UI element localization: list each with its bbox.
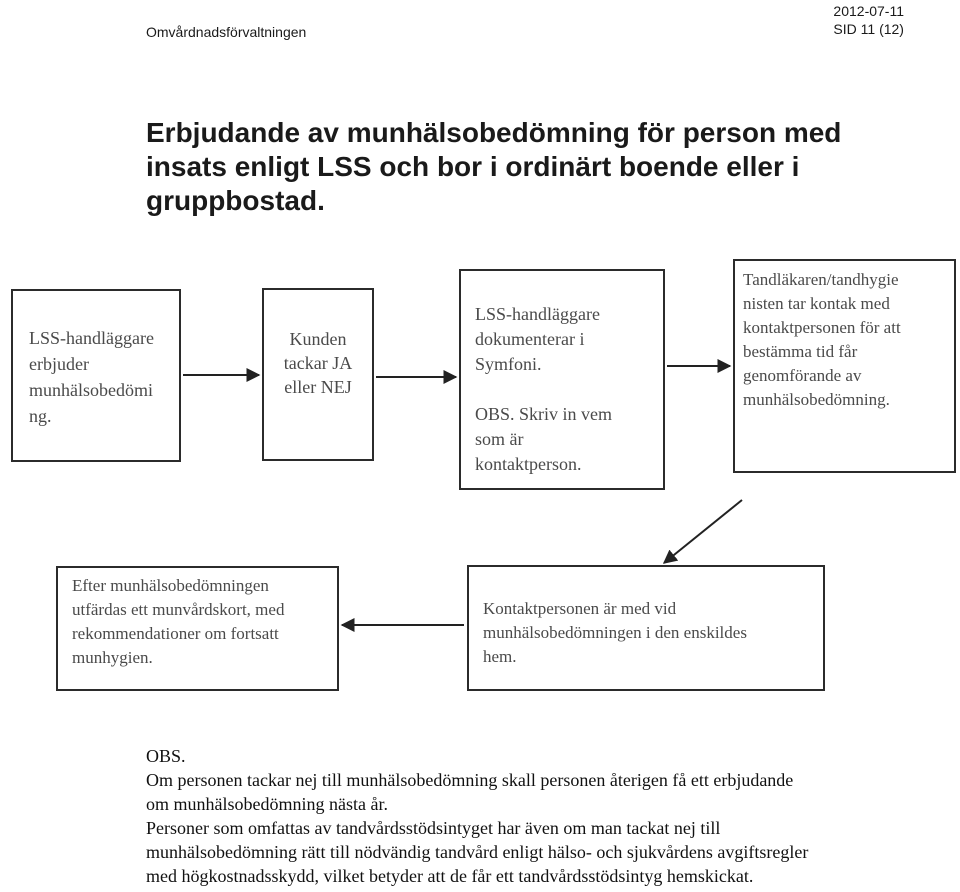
flow-step-oral-care-card: [56, 566, 339, 691]
document-date: 2012-07-11: [833, 3, 904, 19]
note-line: med högkostnadsskydd, vilket betyder att de får ett tandvårdsstödsintyg hemskickat.: [146, 866, 754, 886]
flow-step-offer: [11, 289, 181, 462]
note-line: Personer som omfattas av tandvårdsstödsintyget har även om man tackat nej till: [146, 818, 721, 838]
flow-step-document-text: LSS-handläggare dokumenterar i Symfoni. OBS. Skriv in vem som är kontaktperson.: [475, 304, 613, 474]
flow-step-answer-text: Kunden tackar JA eller NEJ: [283, 329, 353, 397]
flow-step-answer: [262, 288, 374, 461]
flow-step-dentist-contact: [733, 259, 956, 473]
flow-step-dentist-contact-text: Tandläkaren/tandhygie nisten tar kontak med kontaktpersonen för att bestämma tid får genomförande av munhälsobedömning.: [743, 270, 901, 409]
flow-step-contact-person-text: Kontaktpersonen är med vid munhälsobedömningen i den enskildes hem.: [483, 599, 747, 666]
note-line: Om personen tackar nej till munhälsobedömning skall personen återigen få ett erbjudande: [146, 770, 794, 790]
note-heading: OBS.: [146, 746, 186, 766]
flow-step-offer-text: LSS-handläggare erbjuder munhälsobedömi ng.: [29, 328, 154, 426]
page-title: Erbjudande av munhälsobedömning för person med insats enligt LSS och bor i ordinärt boende eller i gruppbostad.: [146, 117, 842, 216]
arrow-step4-to-step5: [664, 500, 742, 563]
note-line: munhälsobedömning rätt till nödvändig tandvård enligt hälso- och sjukvårdens avgiftsregler: [146, 842, 809, 862]
flow-step-oral-care-card-text: Efter munhälsobedömningen utfärdas ett munvårdskort, med rekommendationer om fortsatt munhygien.: [72, 576, 285, 667]
note-section: [146, 744, 936, 888]
note-line: om munhälsobedömning nästa år.: [146, 794, 388, 814]
organization-name: Omvårdnadsförvaltningen: [146, 24, 307, 40]
flow-step-document: [459, 269, 665, 490]
flow-step-contact-person: [467, 565, 825, 691]
page-number: SID 11 (12): [833, 21, 904, 37]
